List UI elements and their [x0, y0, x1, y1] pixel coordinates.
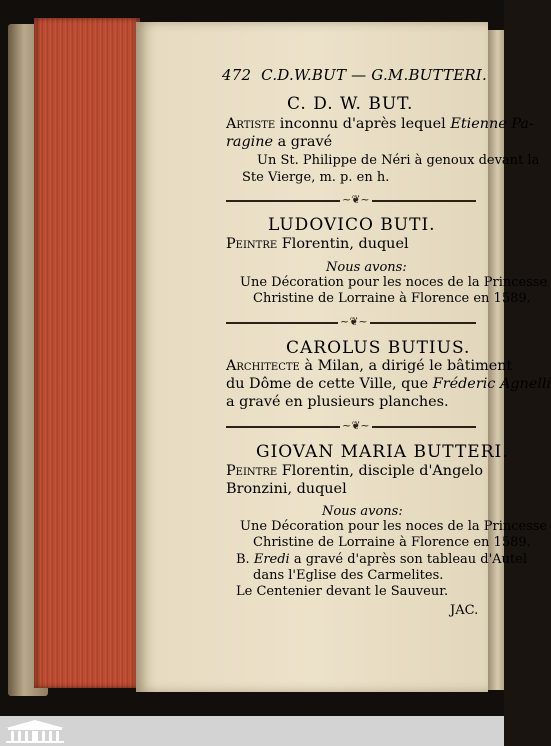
- book-fore-edge: [34, 18, 140, 688]
- nous-avons-label: Nous avons:: [326, 260, 407, 275]
- entry-name: LUDOVICO BUTI.: [268, 215, 436, 235]
- work-line: Une Décoration pour les noces de la Princesse: [240, 275, 548, 290]
- work-line: Une Décoration pour les noces de la Princesse: [240, 519, 548, 534]
- divider-ornament: ~❦~: [342, 193, 370, 206]
- work-line: Ste Vierge, m. p. en h.: [242, 170, 390, 185]
- entry-name: CAROLUS BUTIUS.: [286, 338, 471, 358]
- entry-text-line: Peintre Florentin, duquel: [226, 236, 409, 252]
- work-line: Christine de Lorraine à Florence en 1589.: [253, 535, 531, 550]
- nous-avons-label: Nous avons:: [322, 504, 403, 519]
- library-building-icon: [4, 718, 66, 744]
- catchword: JAC.: [450, 603, 479, 618]
- divider-ornament: ~❦~: [340, 315, 368, 328]
- entry-text-line: Bronzini, duquel: [226, 481, 347, 497]
- entry-name: C. D. W. BUT.: [287, 94, 414, 114]
- entry-name: GIOVAN MARIA BUTTERI.: [256, 442, 509, 462]
- work-line: B. Eredi a gravé d'après son tableau d'Autel: [236, 552, 528, 567]
- entry-text-line: Architecte à Milan, a dirigé le bâtiment: [226, 358, 513, 374]
- divider-ornament: ~❦~: [342, 419, 370, 432]
- entry-text-line: Artiste inconnu d'après lequel Etienne Pa-: [226, 116, 534, 132]
- work-line: Un St. Philippe de Néri à genoux devant la: [257, 153, 540, 168]
- running-title: C.D.W.BUT — G.M.BUTTERI.: [261, 66, 487, 84]
- work-line: Christine de Lorraine à Florence en 1589.: [253, 291, 531, 306]
- page-header: [222, 66, 487, 84]
- entry-text-line: a gravé en plusieurs planches.: [226, 394, 449, 410]
- entry-text-line: ragine a gravé: [226, 134, 333, 150]
- entry-text-line: du Dôme de cette Ville, que Fréderic Agnelli: [226, 376, 551, 392]
- work-line: dans l'Eglise des Carmelites.: [253, 568, 444, 583]
- entry-text-line: Peintre Florentin, disciple d'Angelo: [226, 463, 484, 479]
- viewer-footer-bar: [0, 716, 504, 746]
- work-line: Le Centenier devant le Sauveur.: [236, 584, 449, 599]
- page-number: 472: [222, 66, 252, 84]
